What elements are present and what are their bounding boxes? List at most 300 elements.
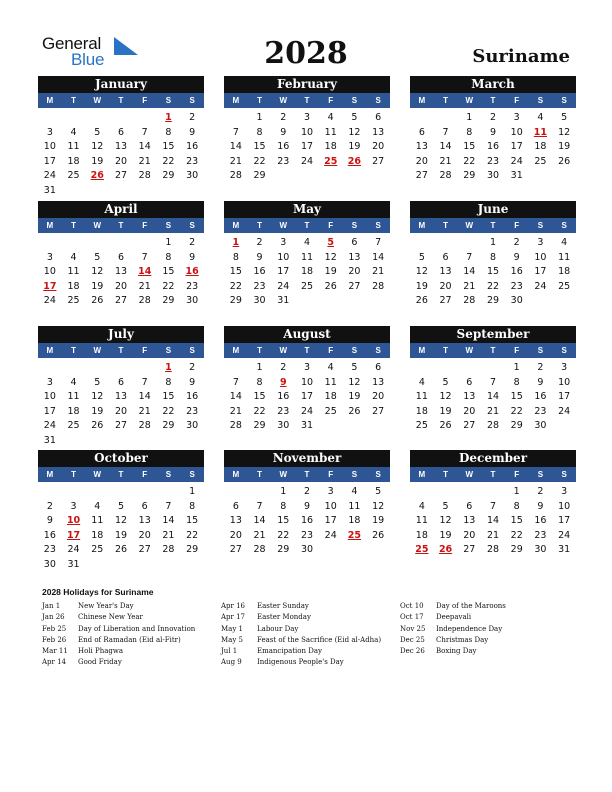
day-cell: 5 xyxy=(351,362,358,373)
day-cell: 14 xyxy=(138,141,151,153)
day-cell: 2 xyxy=(189,237,196,248)
weekday-label: T xyxy=(118,346,124,355)
holiday-row xyxy=(400,602,506,613)
holiday-row xyxy=(221,658,381,669)
day-cell: 25 xyxy=(300,280,314,292)
day-cell: 24 xyxy=(67,544,80,556)
day-cell: 29 xyxy=(162,170,175,182)
empty-day-cell xyxy=(133,236,157,251)
day-cell: 19 xyxy=(348,141,361,153)
day-cell: 6 xyxy=(351,237,358,248)
day-cell: 18 xyxy=(324,141,337,153)
day-cell: 1 xyxy=(256,362,263,373)
day-cell: 21 xyxy=(162,529,175,541)
day-cell: 11 xyxy=(67,266,80,278)
day-cell: 26 xyxy=(415,295,428,307)
day-cell: 22 xyxy=(162,280,175,292)
day-cell: 10 xyxy=(510,126,523,138)
weekday-label: F xyxy=(328,96,334,105)
weekday-label: F xyxy=(142,96,148,105)
holiday-day: 10 xyxy=(66,515,81,527)
weekday-label: T xyxy=(71,96,76,105)
day-cell: 28 xyxy=(486,544,500,556)
weekday-label: T xyxy=(490,346,496,355)
weekday-label: M xyxy=(46,470,54,479)
day-cell: 12 xyxy=(114,515,128,527)
month-july xyxy=(38,326,204,449)
holiday-day: 5 xyxy=(327,237,335,248)
day-cell: 2 xyxy=(303,486,311,497)
holiday-row xyxy=(42,602,195,613)
empty-day-cell xyxy=(62,485,86,500)
day-cell: 20 xyxy=(114,155,128,167)
month-february xyxy=(224,76,390,184)
day-cell: 4 xyxy=(561,237,568,248)
holiday-name: Christmas Day xyxy=(436,635,489,644)
day-cell: 5 xyxy=(117,500,125,512)
empty-day-cell xyxy=(109,361,133,376)
day-cell: 17 xyxy=(43,155,56,167)
day-cell: 15 xyxy=(253,391,266,403)
day-cell: 15 xyxy=(510,391,523,403)
day-cell: 18 xyxy=(67,280,80,292)
empty-day-cell xyxy=(457,361,481,376)
weekday-header xyxy=(224,343,390,358)
empty-day-cell xyxy=(38,361,62,376)
month-title: May xyxy=(224,201,390,218)
empty-day-cell xyxy=(62,111,86,126)
weekday-label: T xyxy=(118,221,124,230)
holiday-date: Apr 16 xyxy=(221,602,246,610)
day-cell: 25 xyxy=(558,280,571,292)
day-cell: 22 xyxy=(162,405,175,417)
day-cell: 22 xyxy=(510,529,523,541)
day-cell: 6 xyxy=(375,362,382,373)
day-cell: 26 xyxy=(91,420,104,432)
day-cell: 18 xyxy=(324,391,337,403)
day-cell: 12 xyxy=(372,500,385,512)
day-cell: 4 xyxy=(327,112,334,123)
day-cell: 29 xyxy=(486,295,500,307)
day-cell: 7 xyxy=(466,251,473,263)
day-cell: 3 xyxy=(537,237,544,248)
empty-day-cell xyxy=(85,236,109,251)
day-cell: 3 xyxy=(327,486,334,497)
weekday-label: W xyxy=(93,346,102,355)
day-cell: 9 xyxy=(303,500,311,512)
weekday-label: S xyxy=(561,346,567,355)
day-cell: 25 xyxy=(67,295,80,307)
day-cell: 22 xyxy=(253,155,266,167)
day-cell: 29 xyxy=(253,420,266,432)
holiday-name: Chinese New Year xyxy=(78,613,143,622)
day-cell: 15 xyxy=(510,515,523,527)
weekday-label: T xyxy=(304,346,310,355)
weekday-label: T xyxy=(490,470,496,479)
day-cell: 13 xyxy=(114,141,128,153)
month-title: January xyxy=(38,76,204,93)
day-cell: 18 xyxy=(558,266,571,278)
day-cell: 22 xyxy=(186,529,199,541)
day-cell: 23 xyxy=(534,529,547,541)
month-title: November xyxy=(224,450,390,467)
day-cell: 14 xyxy=(229,391,242,403)
empty-day-cell xyxy=(85,361,109,376)
day-cell: 26 xyxy=(114,544,128,556)
day-cell: 12 xyxy=(348,126,361,138)
empty-day-cell xyxy=(62,236,86,251)
day-cell: 23 xyxy=(486,155,500,167)
day-cell: 6 xyxy=(117,251,125,263)
weekday-label: S xyxy=(189,346,195,355)
empty-day-cell xyxy=(109,485,133,500)
weekday-label: W xyxy=(279,470,288,479)
empty-day-cell xyxy=(481,485,505,500)
month-april xyxy=(38,201,204,309)
weekday-label: F xyxy=(514,96,520,105)
holiday-name: Easter Sunday xyxy=(257,602,309,610)
day-cell: 19 xyxy=(415,280,428,292)
day-cell: 11 xyxy=(324,376,337,388)
day-cell: 3 xyxy=(303,362,311,373)
day-cell: 24 xyxy=(43,170,56,182)
day-cell: 28 xyxy=(486,420,500,432)
day-cell: 26 xyxy=(439,420,452,432)
holiday-row xyxy=(42,625,195,636)
holiday-name: Feast of the Sacrifice (Eid al-Adha) xyxy=(257,635,382,644)
day-cell: 27 xyxy=(372,155,385,167)
day-cell: 15 xyxy=(229,266,242,278)
day-cell: 15 xyxy=(463,141,476,153)
holiday-row xyxy=(400,613,506,624)
day-cell: 5 xyxy=(94,376,101,388)
day-cell: 8 xyxy=(232,251,239,263)
day-cell: 31 xyxy=(43,434,56,446)
holiday-day: 25 xyxy=(324,155,338,167)
empty-day-cell xyxy=(133,485,157,500)
weekday-label: T xyxy=(71,221,76,230)
holiday-name: New Year's Day xyxy=(78,602,134,610)
weekday-label: T xyxy=(490,96,496,105)
day-cell: 28 xyxy=(463,295,476,307)
day-cell: 24 xyxy=(558,529,571,541)
day-cell: 4 xyxy=(70,376,77,388)
day-cell: 28 xyxy=(162,544,175,556)
day-cell: 6 xyxy=(117,126,125,138)
day-cell: 5 xyxy=(418,251,425,263)
day-cell: 7 xyxy=(489,376,497,388)
holiday-row xyxy=(221,613,381,624)
day-cell: 1 xyxy=(165,237,172,248)
holiday-name: End of Ramadan (Eid al-Fitr) xyxy=(78,635,181,644)
weekday-label: F xyxy=(514,221,520,230)
day-cell: 29 xyxy=(229,295,242,307)
holiday-row xyxy=(221,636,381,647)
days-grid xyxy=(38,361,204,449)
day-cell: 17 xyxy=(534,266,547,278)
day-cell: 2 xyxy=(256,237,263,248)
weekday-label: M xyxy=(418,96,426,105)
day-cell: 18 xyxy=(91,529,104,541)
holidays-heading: 2028 Holidays for Suriname xyxy=(42,587,154,597)
day-cell: 16 xyxy=(486,141,500,153)
day-cell: 10 xyxy=(300,126,314,138)
weekday-label: T xyxy=(71,346,76,355)
day-cell: 30 xyxy=(534,420,547,432)
day-cell: 23 xyxy=(510,280,523,292)
day-cell: 23 xyxy=(43,544,56,556)
day-cell: 20 xyxy=(372,391,385,403)
holiday-row xyxy=(42,647,195,658)
day-cell: 4 xyxy=(418,376,425,388)
day-cell: 6 xyxy=(141,500,148,512)
day-cell: 14 xyxy=(253,515,266,527)
empty-day-cell xyxy=(224,111,248,126)
weekday-label: S xyxy=(537,221,544,230)
day-cell: 21 xyxy=(138,405,151,417)
weekday-header xyxy=(38,218,204,233)
day-cell: 17 xyxy=(43,405,56,417)
day-cell: 14 xyxy=(463,266,476,278)
day-cell: 19 xyxy=(348,391,361,403)
day-cell: 8 xyxy=(256,126,263,138)
day-cell: 7 xyxy=(232,376,239,388)
holiday-name: Day of the Maroons xyxy=(436,602,506,610)
day-cell: 2 xyxy=(537,362,544,373)
day-cell: 17 xyxy=(277,266,290,278)
day-cell: 5 xyxy=(351,112,358,123)
day-cell: 8 xyxy=(165,126,172,138)
empty-day-cell xyxy=(109,236,133,251)
day-cell: 3 xyxy=(561,362,568,373)
weekday-label: S xyxy=(189,470,195,479)
day-cell: 13 xyxy=(114,391,128,403)
weekday-header xyxy=(410,218,576,233)
day-cell: 27 xyxy=(114,170,128,182)
month-december xyxy=(410,450,576,558)
weekday-label: W xyxy=(465,470,474,479)
day-cell: 15 xyxy=(162,391,175,403)
empty-day-cell xyxy=(133,361,157,376)
weekday-label: S xyxy=(375,346,381,355)
weekday-label: S xyxy=(375,221,381,230)
day-cell: 16 xyxy=(253,266,266,278)
day-cell: 4 xyxy=(70,251,77,263)
day-cell: 16 xyxy=(277,141,290,153)
day-cell: 7 xyxy=(141,251,148,263)
day-cell: 26 xyxy=(372,529,385,541)
weekday-label: F xyxy=(142,470,148,479)
day-cell: 20 xyxy=(463,405,476,417)
day-cell: 13 xyxy=(415,141,428,153)
holiday-name: Day of Liberation and Innovation xyxy=(78,624,196,633)
day-cell: 30 xyxy=(186,420,199,432)
day-cell: 10 xyxy=(558,500,571,512)
weekday-label: M xyxy=(232,96,240,105)
weekday-label: T xyxy=(257,346,262,355)
month-title: June xyxy=(410,201,576,218)
days-grid xyxy=(38,485,204,573)
weekday-label: S xyxy=(189,96,195,105)
month-title: April xyxy=(38,201,204,218)
day-cell: 31 xyxy=(300,420,314,432)
day-cell: 30 xyxy=(253,295,266,307)
weekday-label: F xyxy=(328,346,334,355)
day-cell: 25 xyxy=(534,155,547,167)
holiday-row xyxy=(221,602,381,613)
weekday-header xyxy=(38,343,204,358)
day-cell: 3 xyxy=(46,376,53,388)
holiday-name: Deepavali xyxy=(436,613,472,622)
holiday-date: Oct 10 xyxy=(400,602,424,610)
day-cell: 13 xyxy=(138,515,151,527)
day-cell: 18 xyxy=(67,155,80,167)
day-cell: 6 xyxy=(466,376,473,388)
weekday-label: T xyxy=(443,221,448,230)
weekday-label: T xyxy=(490,221,496,230)
day-cell: 14 xyxy=(162,515,175,527)
day-cell: 21 xyxy=(439,155,452,167)
day-cell: 20 xyxy=(138,529,151,541)
weekday-label: T xyxy=(118,96,124,105)
day-cell: 11 xyxy=(67,141,80,153)
holiday-row xyxy=(42,658,195,669)
day-cell: 2 xyxy=(513,237,520,248)
days-grid xyxy=(38,236,204,309)
day-cell: 21 xyxy=(229,155,242,167)
day-cell: 18 xyxy=(300,266,314,278)
day-cell: 10 xyxy=(43,141,56,153)
holiday-day: 26 xyxy=(438,544,453,556)
day-cell: 3 xyxy=(303,112,311,123)
day-cell: 9 xyxy=(537,376,544,388)
day-cell: 3 xyxy=(561,486,568,497)
day-cell: 17 xyxy=(300,391,314,403)
weekday-label: S xyxy=(561,470,567,479)
holiday-row xyxy=(221,647,381,658)
empty-day-cell xyxy=(38,236,62,251)
day-cell: 26 xyxy=(348,405,361,417)
day-cell: 1 xyxy=(280,486,287,497)
holiday-day: 26 xyxy=(347,155,362,167)
empty-day-cell xyxy=(457,236,481,251)
empty-day-cell xyxy=(85,485,109,500)
weekday-label: T xyxy=(118,470,124,479)
day-cell: 28 xyxy=(229,170,242,182)
weekday-label: W xyxy=(93,221,102,230)
weekday-header xyxy=(410,467,576,482)
weekday-label: F xyxy=(514,346,520,355)
day-cell: 29 xyxy=(510,420,523,432)
day-cell: 31 xyxy=(510,170,523,182)
day-cell: 28 xyxy=(372,280,385,292)
holiday-day: 17 xyxy=(66,529,81,541)
holiday-row xyxy=(42,613,195,624)
day-cell: 29 xyxy=(162,295,175,307)
day-cell: 18 xyxy=(415,529,428,541)
weekday-label: T xyxy=(257,221,262,230)
holiday-row xyxy=(42,636,195,647)
weekday-label: S xyxy=(375,470,381,479)
day-cell: 5 xyxy=(561,112,568,123)
empty-day-cell xyxy=(434,485,458,500)
day-cell: 19 xyxy=(114,529,128,541)
day-cell: 7 xyxy=(232,126,239,138)
holiday-name: Indigenous People's Day xyxy=(257,658,344,667)
day-cell: 16 xyxy=(510,266,523,278)
day-cell: 9 xyxy=(537,500,544,512)
month-title: December xyxy=(410,450,576,467)
day-cell: 27 xyxy=(348,280,361,292)
day-cell: 15 xyxy=(162,266,175,278)
day-cell: 16 xyxy=(43,529,56,541)
day-cell: 9 xyxy=(489,126,497,138)
empty-day-cell xyxy=(434,361,458,376)
month-may xyxy=(224,201,390,309)
day-cell: 7 xyxy=(165,500,172,512)
holiday-date: May 5 xyxy=(221,635,243,644)
weekday-header xyxy=(38,93,204,108)
day-cell: 27 xyxy=(463,420,476,432)
day-cell: 22 xyxy=(162,155,175,167)
holiday-date: Jul 1 xyxy=(221,647,238,656)
holiday-date: Dec 26 xyxy=(400,647,425,656)
empty-day-cell xyxy=(38,111,62,126)
day-cell: 13 xyxy=(439,266,452,278)
day-cell: 3 xyxy=(46,126,53,138)
day-cell: 2 xyxy=(280,362,287,373)
holiday-day: 26 xyxy=(90,170,104,182)
weekday-header xyxy=(224,93,390,108)
day-cell: 21 xyxy=(486,405,500,417)
weekday-label: T xyxy=(443,470,448,479)
weekday-label: S xyxy=(537,470,544,479)
day-cell: 29 xyxy=(162,420,175,432)
weekday-label: F xyxy=(328,470,334,479)
holiday-day: 17 xyxy=(43,280,57,292)
day-cell: 7 xyxy=(141,126,148,138)
day-cell: 25 xyxy=(67,170,80,182)
day-cell: 20 xyxy=(415,155,428,167)
day-cell: 15 xyxy=(186,515,199,527)
day-cell: 23 xyxy=(186,155,199,167)
day-cell: 29 xyxy=(510,544,523,556)
day-cell: 8 xyxy=(280,500,287,512)
weekday-label: M xyxy=(418,346,426,355)
day-cell: 5 xyxy=(94,126,101,138)
weekday-label: S xyxy=(165,221,172,230)
calendar-year: 2028 xyxy=(264,36,348,71)
day-cell: 26 xyxy=(558,155,571,167)
day-cell: 9 xyxy=(256,251,263,263)
weekday-label: S xyxy=(351,221,358,230)
day-cell: 19 xyxy=(91,405,104,417)
day-cell: 23 xyxy=(300,529,314,541)
day-cell: 20 xyxy=(463,529,476,541)
day-cell: 27 xyxy=(372,405,385,417)
day-cell: 10 xyxy=(43,266,56,278)
holiday-day: 1 xyxy=(165,362,172,373)
day-cell: 24 xyxy=(277,280,290,292)
day-cell: 13 xyxy=(463,391,476,403)
day-cell: 19 xyxy=(91,280,104,292)
day-cell: 17 xyxy=(558,391,571,403)
weekday-label: W xyxy=(465,96,474,105)
day-cell: 3 xyxy=(70,500,77,512)
day-cell: 13 xyxy=(372,376,385,388)
day-cell: 5 xyxy=(442,500,449,512)
day-cell: 6 xyxy=(466,500,473,512)
